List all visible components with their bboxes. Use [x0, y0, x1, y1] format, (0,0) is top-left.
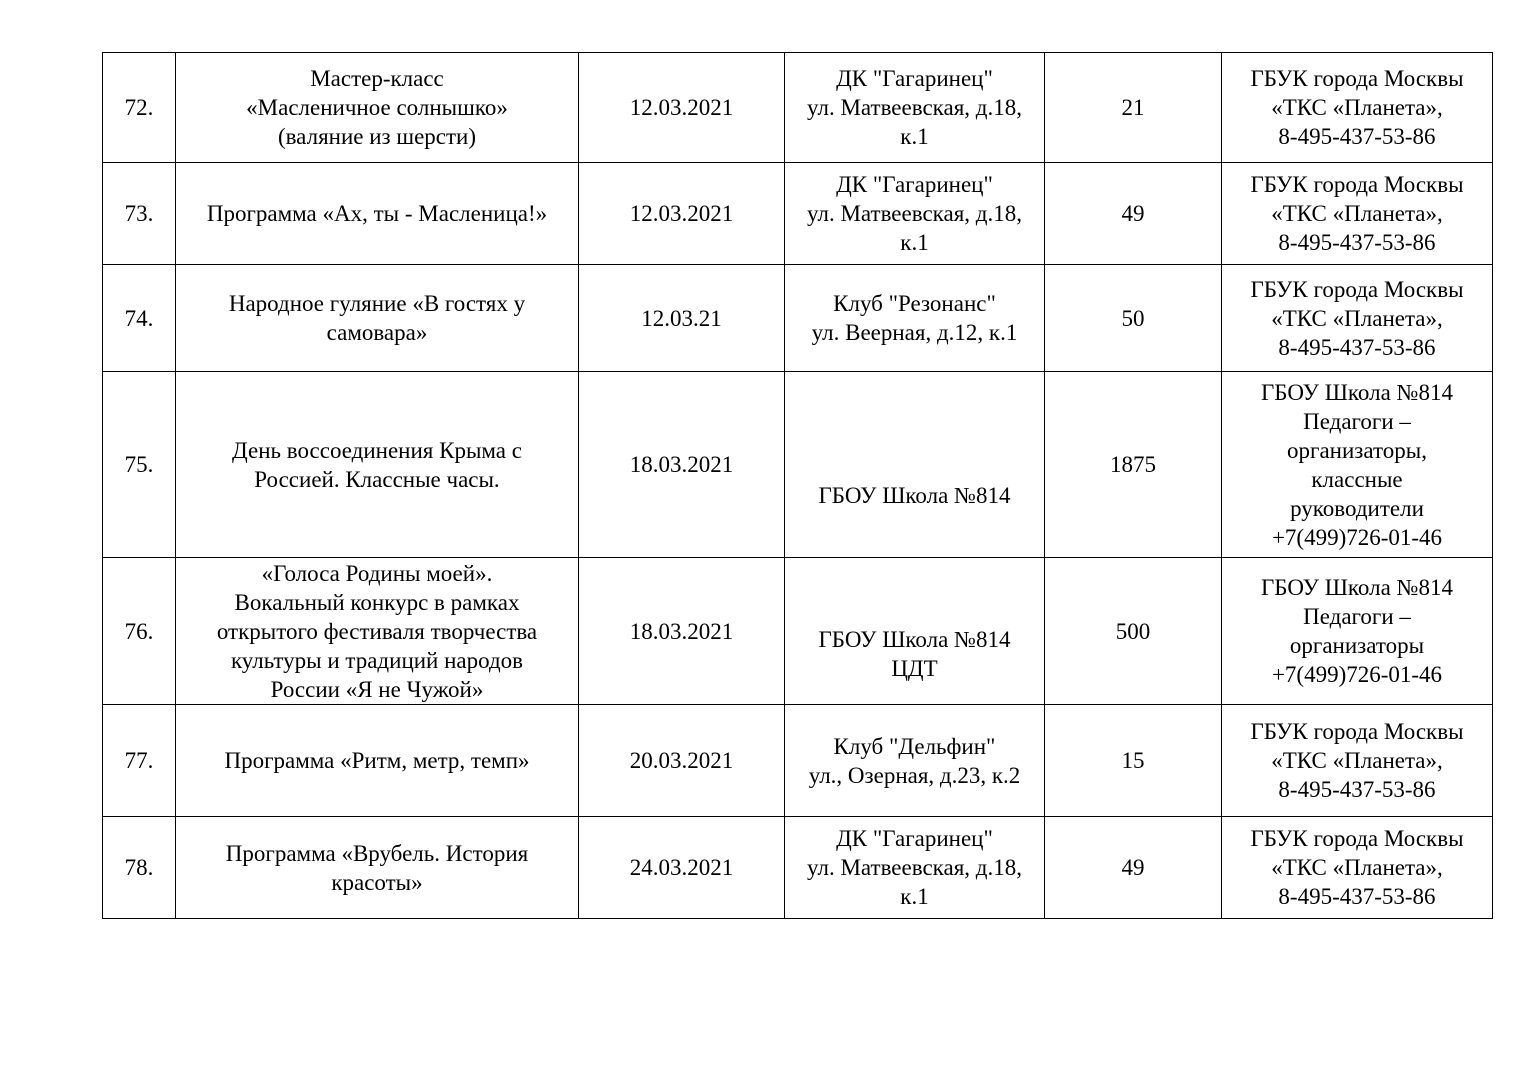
event-date: 24.03.2021	[579, 817, 785, 919]
event-name: Мастер-класс «Масленичное солнышко» (валяние из шерсти)	[176, 53, 579, 163]
table-row	[103, 817, 1493, 919]
event-place: ГБОУ Школа №814	[785, 372, 1045, 558]
table-row	[103, 53, 1493, 163]
event-date: 18.03.2021	[579, 558, 785, 705]
participant-count: 49	[1045, 817, 1222, 919]
event-date: 12.03.21	[579, 265, 785, 372]
participant-count: 15	[1045, 705, 1222, 817]
row-number: 76.	[103, 558, 176, 705]
events-table	[102, 52, 1493, 919]
organizer: ГБУК города Москвы «ТКС «Планета», 8-495-437-53-86	[1222, 53, 1493, 163]
organizer: ГБУК города Москвы «ТКС «Планета», 8-495-437-53-86	[1222, 265, 1493, 372]
participant-count: 49	[1045, 163, 1222, 265]
table-row	[103, 705, 1493, 817]
row-number: 77.	[103, 705, 176, 817]
event-name: Программа «Ритм, метр, темп»	[176, 705, 579, 817]
participant-count: 50	[1045, 265, 1222, 372]
event-date: 12.03.2021	[579, 53, 785, 163]
event-name: День воссоединения Крыма с Россией. Классные часы.	[176, 372, 579, 558]
event-name: Народное гуляние «В гостях у самовара»	[176, 265, 579, 372]
participant-count: 21	[1045, 53, 1222, 163]
row-number: 73.	[103, 163, 176, 265]
event-date: 20.03.2021	[579, 705, 785, 817]
row-number: 74.	[103, 265, 176, 372]
organizer: ГБОУ Школа №814 Педагоги – организаторы, классные руководители +7(499)726-01-46	[1222, 372, 1493, 558]
table-row	[103, 265, 1493, 372]
event-place: Клуб "Резонанс" ул. Веерная, д.12, к.1	[785, 265, 1045, 372]
event-place: ДК "Гагаринец" ул. Матвеевская, д.18, к.1	[785, 163, 1045, 265]
row-number: 72.	[103, 53, 176, 163]
event-place: ГБОУ Школа №814 ЦДТ	[785, 558, 1045, 705]
participant-count: 500	[1045, 558, 1222, 705]
event-place: Клуб "Дельфин" ул., Озерная, д.23, к.2	[785, 705, 1045, 817]
event-name: Программа «Ах, ты - Масленица!»	[176, 163, 579, 265]
table-row	[103, 372, 1493, 558]
organizer: ГБОУ Школа №814 Педагоги – организаторы +7(499)726-01-46	[1222, 558, 1493, 705]
document-page	[102, 52, 1493, 919]
organizer: ГБУК города Москвы «ТКС «Планета», 8-495-437-53-86	[1222, 817, 1493, 919]
row-number: 75.	[103, 372, 176, 558]
event-date: 12.03.2021	[579, 163, 785, 265]
participant-count: 1875	[1045, 372, 1222, 558]
table-row	[103, 558, 1493, 705]
row-number: 78.	[103, 817, 176, 919]
event-name: Программа «Врубель. История красоты»	[176, 817, 579, 919]
organizer: ГБУК города Москвы «ТКС «Планета», 8-495-437-53-86	[1222, 163, 1493, 265]
event-place: ДК "Гагаринец" ул. Матвеевская, д.18, к.1	[785, 53, 1045, 163]
event-place: ДК "Гагаринец" ул. Матвеевская, д.18, к.1	[785, 817, 1045, 919]
event-date: 18.03.2021	[579, 372, 785, 558]
table-row	[103, 163, 1493, 265]
event-name: «Голоса Родины моей». Вокальный конкурс в рамках открытого фестиваля творчества культуры и традиций народов России «Я не Чужой»	[176, 558, 579, 705]
organizer: ГБУК города Москвы «ТКС «Планета», 8-495-437-53-86	[1222, 705, 1493, 817]
